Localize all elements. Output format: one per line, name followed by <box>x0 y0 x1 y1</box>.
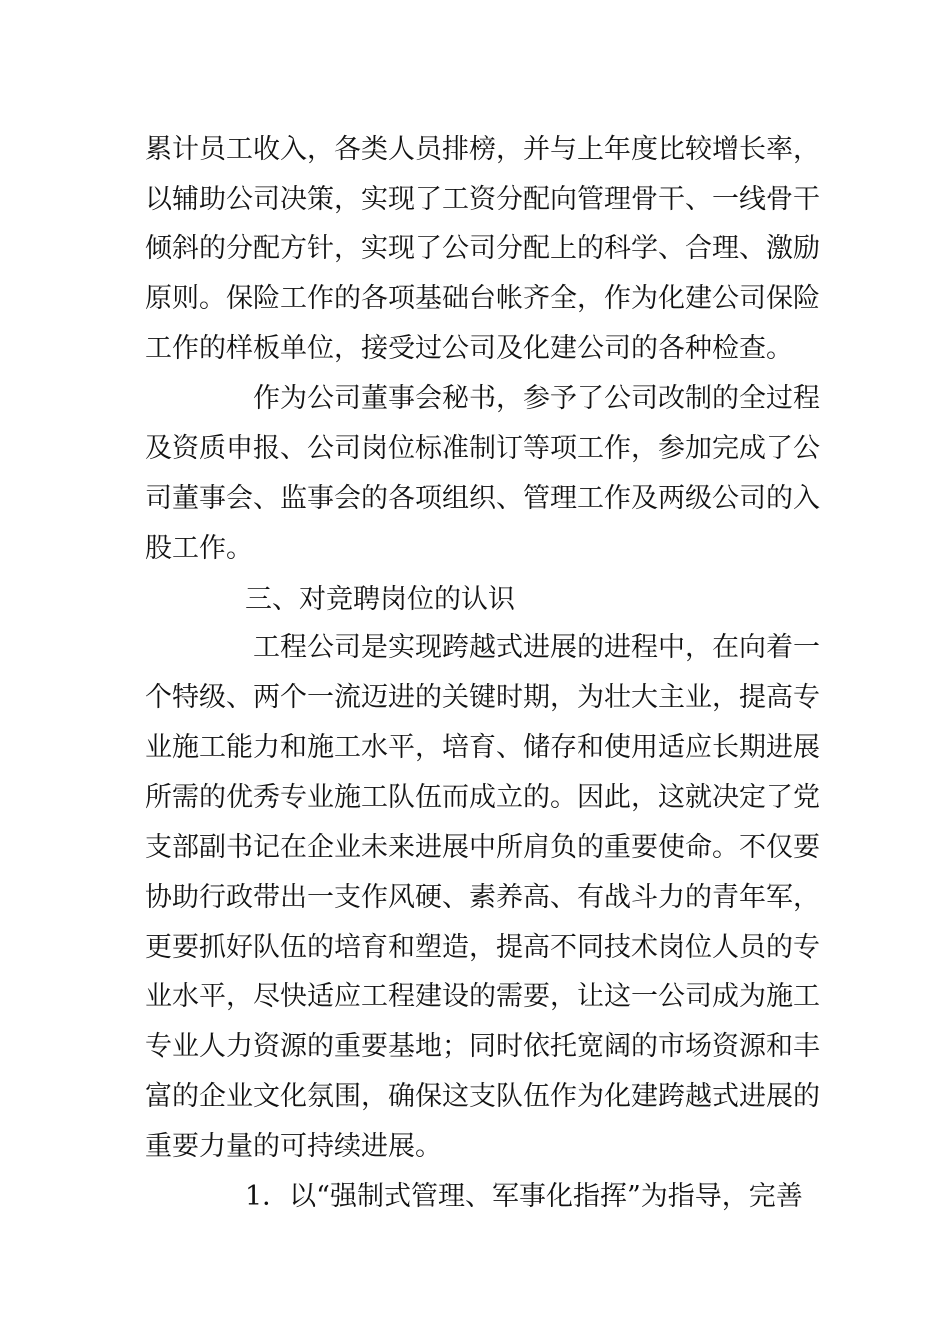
text-line: 原则。保险工作的各项基础台帐齐全，作为化建公司保险 <box>145 283 820 314</box>
text-line: 支部副书记在企业未来进展中所肩负的重要使命。不仅要 <box>145 832 820 863</box>
paragraph-first-line: 工程公司是实现跨越式进展的进程中，在向着一 <box>253 632 820 663</box>
text-line: 工作的样板单位，接受过公司及化建公司的各种检查。 <box>145 333 793 364</box>
section-heading: 三、对竞聘岗位的认识 <box>245 584 515 615</box>
text-line: 协助行政带出一支作风硬、素养高、有战斗力的青年军， <box>145 882 820 913</box>
numbered-item-line: 1．以“强制式管理、军事化指挥”为指导，完善 <box>245 1181 803 1212</box>
text-line: 及资质申报、公司岗位标准制订等项工作，参加完成了公 <box>145 433 820 464</box>
text-line: 股工作。 <box>145 533 253 564</box>
text-line: 司董事会、监事会的各项组织、管理工作及两级公司的入 <box>145 483 820 514</box>
text-line: 所需的优秀专业施工队伍而成立的。因此，这就决定了党 <box>145 782 820 813</box>
text-line: 倾斜的分配方针，实现了公司分配上的科学、合理、激励 <box>145 233 820 264</box>
text-line: 重要力量的可持续进展。 <box>145 1131 442 1162</box>
text-line: 累计员工收入，各类人员排榜，并与上年度比较增长率， <box>145 134 820 165</box>
text-line: 业水平，尽快适应工程建设的需要，让这一公司成为施工 <box>145 981 820 1012</box>
text-line: 个特级、两个一流迈进的关键时期，为壮大主业，提高专 <box>145 682 820 713</box>
paragraph-first-line: 作为公司董事会秘书，参予了公司改制的全过程 <box>253 383 820 414</box>
text-line: 富的企业文化氛围，确保这支队伍作为化建跨越式进展的 <box>145 1081 820 1112</box>
text-line: 以辅助公司决策，实现了工资分配向管理骨干、一线骨干 <box>145 184 820 215</box>
text-line: 专业人力资源的重要基地；同时依托宽阔的市场资源和丰 <box>145 1031 820 1062</box>
text-line: 业施工能力和施工水平，培育、储存和使用适应长期进展 <box>145 732 820 763</box>
text-line: 更要抓好队伍的培育和塑造，提高不同技术岗位人员的专 <box>145 932 820 963</box>
